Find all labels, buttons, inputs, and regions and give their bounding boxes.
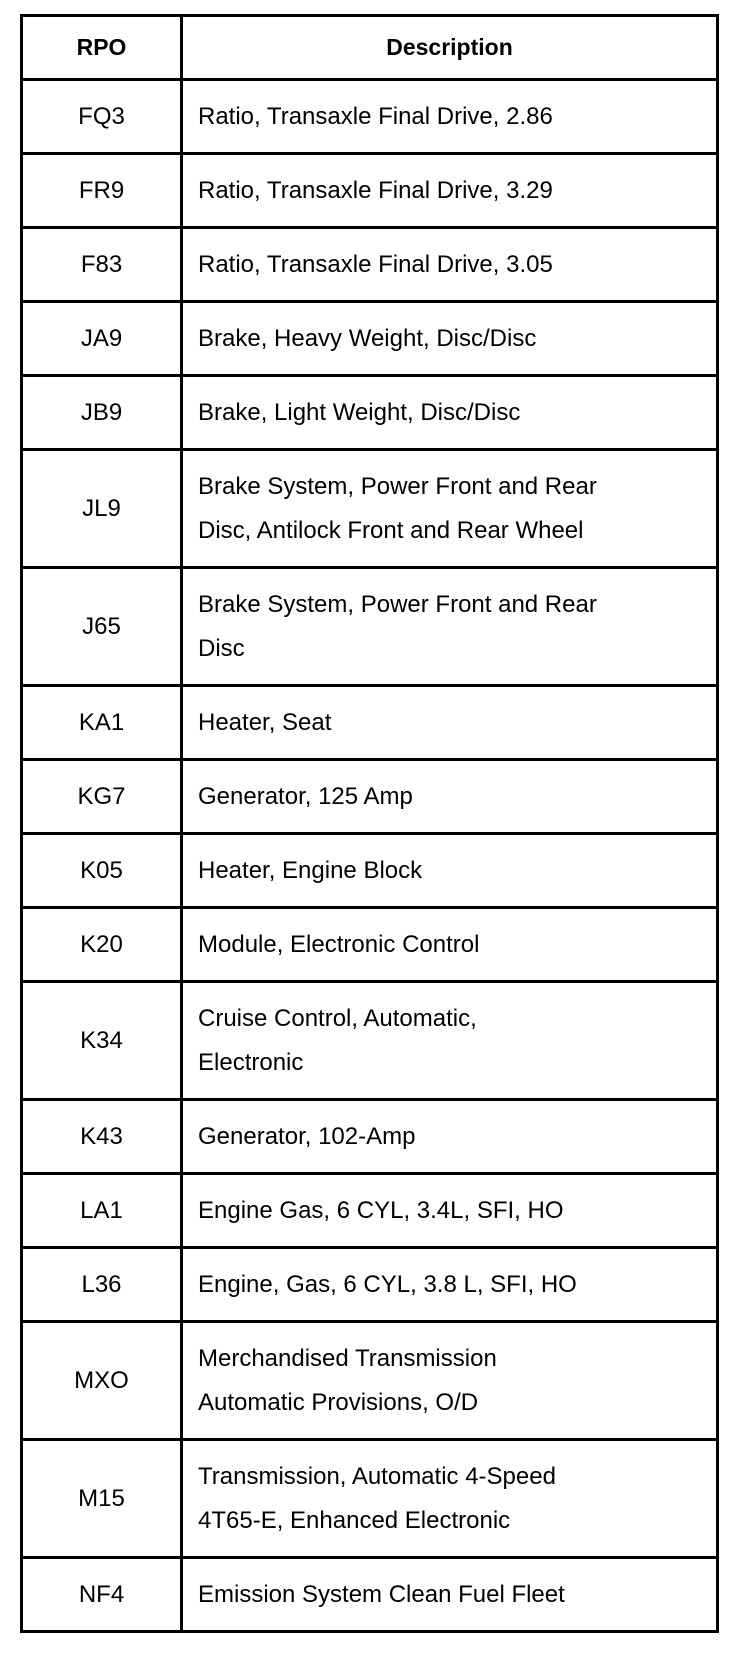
- description-line: Engine, Gas, 6 CYL, 3.8 L, SFI, HO: [198, 1270, 577, 1298]
- description-line: Heater, Seat: [198, 708, 332, 736]
- rpo-code: K34: [22, 982, 182, 1100]
- table-row: [22, 1248, 718, 1322]
- description-line: Heater, Engine Block: [198, 856, 423, 884]
- table-row: [22, 1322, 718, 1440]
- rpo-code: JB9: [22, 376, 182, 450]
- description-line: Brake, Heavy Weight, Disc/Disc: [198, 324, 537, 352]
- rpo-code: MXO: [22, 1322, 182, 1440]
- description-line: Merchandised Transmission: [198, 1344, 497, 1372]
- table-row: [22, 1558, 718, 1632]
- table-row: [22, 760, 718, 834]
- description-line: Disc, Antilock Front and Rear Wheel: [198, 516, 584, 544]
- description-line: Cruise Control, Automatic,: [198, 1004, 477, 1032]
- rpo-code: NF4: [22, 1558, 182, 1632]
- description-line: 4T65-E, Enhanced Electronic: [198, 1506, 511, 1534]
- description-line: Transmission, Automatic 4-Speed: [198, 1462, 556, 1490]
- description-line: Brake System, Power Front and Rear: [198, 472, 597, 500]
- column-header-description: Description: [182, 16, 718, 80]
- description-line: Emission System Clean Fuel Fleet: [198, 1580, 565, 1608]
- rpo-code: K43: [22, 1100, 182, 1174]
- table-row: [22, 376, 718, 450]
- rpo-description: [182, 450, 718, 568]
- rpo-description: [182, 686, 718, 760]
- table-row: [22, 154, 718, 228]
- column-header-rpo: RPO: [22, 16, 182, 80]
- description-line: Engine Gas, 6 CYL, 3.4L, SFI, HO: [198, 1196, 564, 1224]
- rpo-code: J65: [22, 568, 182, 686]
- rpo-description: [182, 1100, 718, 1174]
- rpo-description: [182, 1322, 718, 1440]
- rpo-description: [182, 1558, 718, 1632]
- rpo-code: KA1: [22, 686, 182, 760]
- description-line: Electronic: [198, 1048, 304, 1076]
- rpo-description: [182, 568, 718, 686]
- rpo-code: M15: [22, 1440, 182, 1558]
- rpo-description: [182, 1248, 718, 1322]
- rpo-description: [182, 982, 718, 1100]
- rpo-description: [182, 908, 718, 982]
- description-line: Brake, Light Weight, Disc/Disc: [198, 398, 521, 426]
- table-row: [22, 1174, 718, 1248]
- rpo-description: [182, 228, 718, 302]
- description-line: Generator, 125 Amp: [198, 782, 413, 810]
- rpo-description: [182, 154, 718, 228]
- description-line: Module, Electronic Control: [198, 930, 480, 958]
- header-row: [22, 16, 718, 80]
- description-line: Ratio, Transaxle Final Drive, 3.05: [198, 250, 553, 278]
- rpo-code: K20: [22, 908, 182, 982]
- table-row: [22, 1440, 718, 1558]
- description-line: Brake System, Power Front and Rear: [198, 590, 597, 618]
- rpo-code: JA9: [22, 302, 182, 376]
- rpo-description: [182, 302, 718, 376]
- table-row: [22, 834, 718, 908]
- table-row: [22, 568, 718, 686]
- rpo-code: LA1: [22, 1174, 182, 1248]
- table-row: [22, 908, 718, 982]
- rpo-code: KG7: [22, 760, 182, 834]
- table-row: [22, 1100, 718, 1174]
- rpo-code: FR9: [22, 154, 182, 228]
- rpo-description: [182, 376, 718, 450]
- rpo-code: JL9: [22, 450, 182, 568]
- rpo-description: [182, 760, 718, 834]
- rpo-description: [182, 80, 718, 154]
- rpo-table: [20, 14, 719, 1633]
- table-row: [22, 80, 718, 154]
- rpo-description: [182, 1174, 718, 1248]
- rpo-description: [182, 1440, 718, 1558]
- rpo-code: FQ3: [22, 80, 182, 154]
- description-line: Disc: [198, 634, 245, 662]
- table-row: [22, 982, 718, 1100]
- table-row: [22, 686, 718, 760]
- rpo-code: L36: [22, 1248, 182, 1322]
- rpo-code: F83: [22, 228, 182, 302]
- rpo-code: K05: [22, 834, 182, 908]
- description-line: Ratio, Transaxle Final Drive, 2.86: [198, 102, 553, 130]
- table-row: [22, 228, 718, 302]
- description-line: Ratio, Transaxle Final Drive, 3.29: [198, 176, 553, 204]
- table-body: [22, 80, 718, 1632]
- rpo-description: [182, 834, 718, 908]
- description-line: Generator, 102-Amp: [198, 1122, 416, 1150]
- table-row: [22, 450, 718, 568]
- table-row: [22, 302, 718, 376]
- description-line: Automatic Provisions, O/D: [198, 1388, 479, 1416]
